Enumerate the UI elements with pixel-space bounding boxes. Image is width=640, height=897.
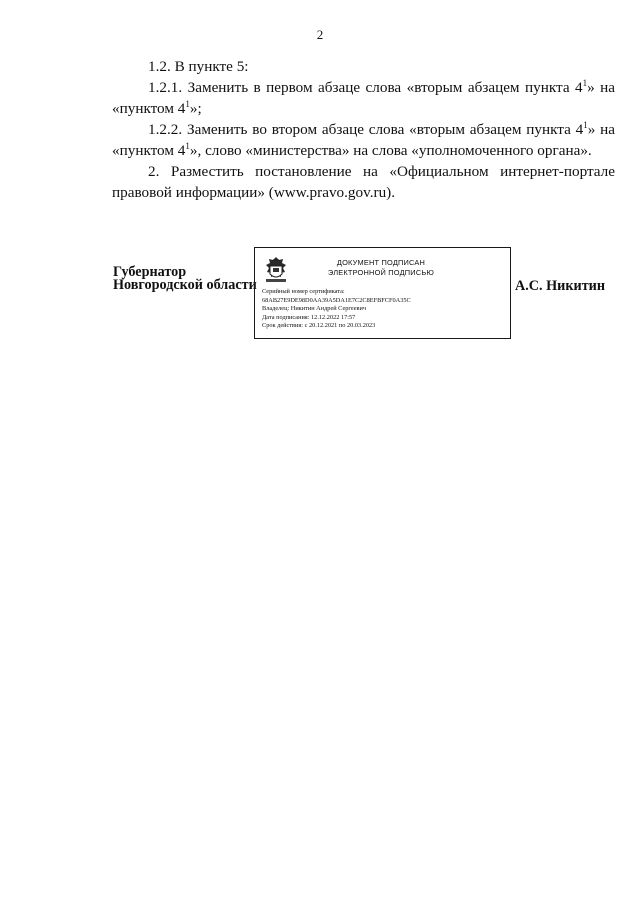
page-number: 2	[316, 27, 324, 42]
paragraph-text: » на «пунктом 4	[112, 79, 615, 117]
electronic-signature-stamp	[254, 247, 511, 339]
stamp-serial-value: 68AB27E9DE98D0AA39A5DA1E7C2C8EFBFCF0A35C	[262, 296, 411, 304]
stamp-details	[262, 288, 507, 331]
paragraph-text: 1.2.1. Заменить в первом абзаце слова «вторым абзацем пункта 4	[148, 79, 583, 96]
paragraph-text: » на «пунктом 4	[112, 121, 615, 159]
stamp-validity: Срок действия: с 20.12.2021 по 20.03.2023	[262, 322, 376, 330]
paragraph-text: 1.2. В пункте 5:	[148, 58, 249, 75]
signer-position-line2: Новгородской области	[113, 277, 257, 293]
paragraph-2	[112, 161, 615, 203]
stamp-serial-label: Серийный номер сертификата:	[262, 288, 345, 295]
superscript: 1	[185, 99, 190, 109]
paragraph-1-2-1	[112, 77, 615, 119]
paragraph-1-2	[112, 56, 615, 77]
stamp-signed-date: Дата подписания: 12.12.2022 17:57	[262, 313, 356, 321]
document-body	[112, 56, 615, 203]
stamp-heading-line2: ЭЛЕКТРОННОЙ ПОДПИСЬЮ	[327, 268, 435, 277]
superscript: 1	[583, 120, 588, 130]
coat-of-arms-emblem-icon	[261, 255, 291, 285]
stamp-owner: Владелец: Никитин Андрей Сергеевич	[262, 305, 367, 313]
signer-name: А.С. Никитин	[515, 278, 606, 294]
superscript: 1	[185, 141, 190, 151]
paragraph-text: », слово «министерства» на слова «уполномоченного органа».	[189, 142, 592, 159]
paragraph-1-2-2	[112, 119, 615, 161]
stamp-heading	[293, 258, 469, 278]
stamp-heading-line1: ДОКУМЕНТ ПОДПИСАН	[336, 258, 426, 267]
signer-position	[113, 266, 257, 292]
paragraph-text: 2. Разместить постановление на «Официальном интернет-портале правовой информации» (www.pravo.gov.ru).	[112, 163, 615, 201]
paragraph-text: 1.2.2. Заменить во втором абзаце слова «вторым абзацем пункта 4	[148, 121, 584, 138]
paragraph-text: »;	[189, 100, 202, 117]
superscript: 1	[582, 78, 588, 88]
signer-position-line1: Губернатор	[113, 264, 187, 280]
